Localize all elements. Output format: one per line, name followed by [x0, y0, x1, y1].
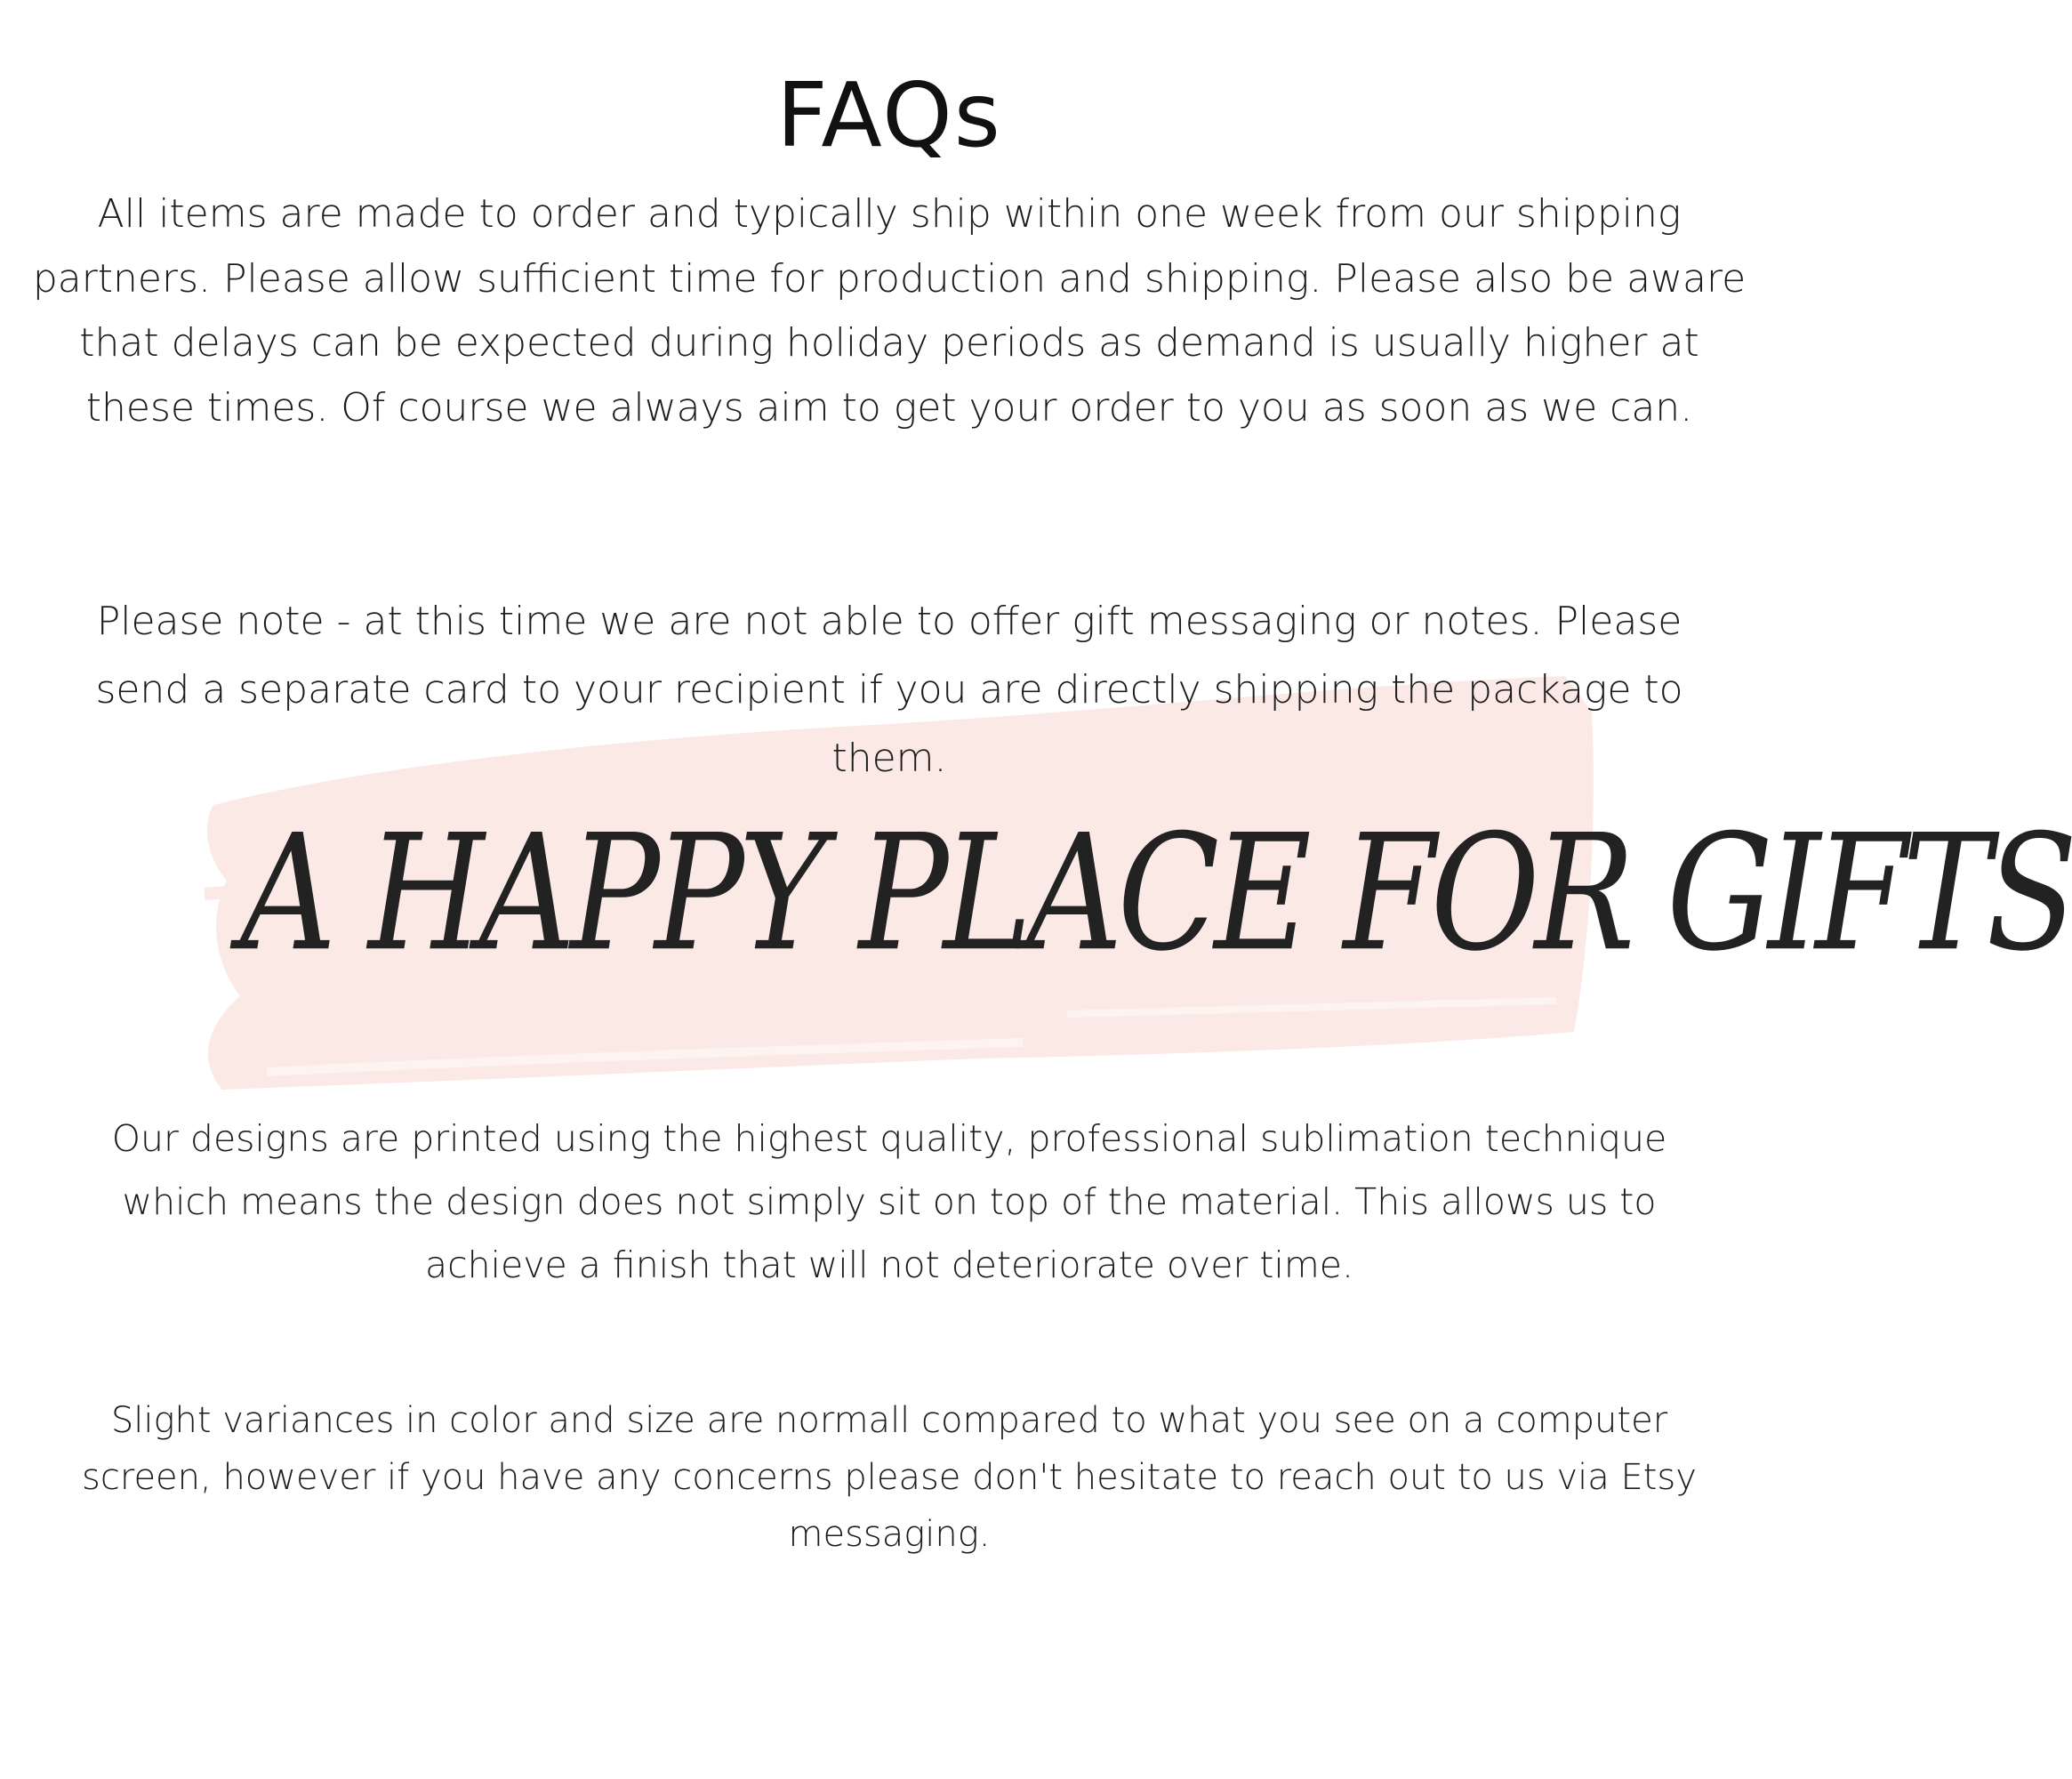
- tagline-logo: A HAPPY PLACE FOR GIFTS: [240, 801, 2072, 987]
- color-variance-paragraph: Slight variances in color and size are normall compared to what you see on a computer screen, however if you have any concerns please don't hesitate to reach out to us via Etsy messaging.: [82, 1400, 1697, 1555]
- print-quality-paragraph: Our designs are printed using the highest quality, professional sublimation technique which means the design does not simply sit on top of the material. This allows us to achieve a finish that will not deteriorate over time.: [111, 1117, 1667, 1286]
- shipping-info-paragraph: All items are made to order and typically ship within one week from our shipping partners. Please allow sufficient time for production and shipping. Please also be aware that delays can be expected during holiday periods as demand is usually higher at these times. Of course we always aim to get your order to you as soon as we can.: [32, 191, 1747, 431]
- page-title: FAQs: [776, 63, 1002, 167]
- gift-note-paragraph: Please note - at this time we are not able to offer gift messaging or notes. Please send a separate card to your recipient if you are directly shipping the package to them.: [95, 599, 1683, 781]
